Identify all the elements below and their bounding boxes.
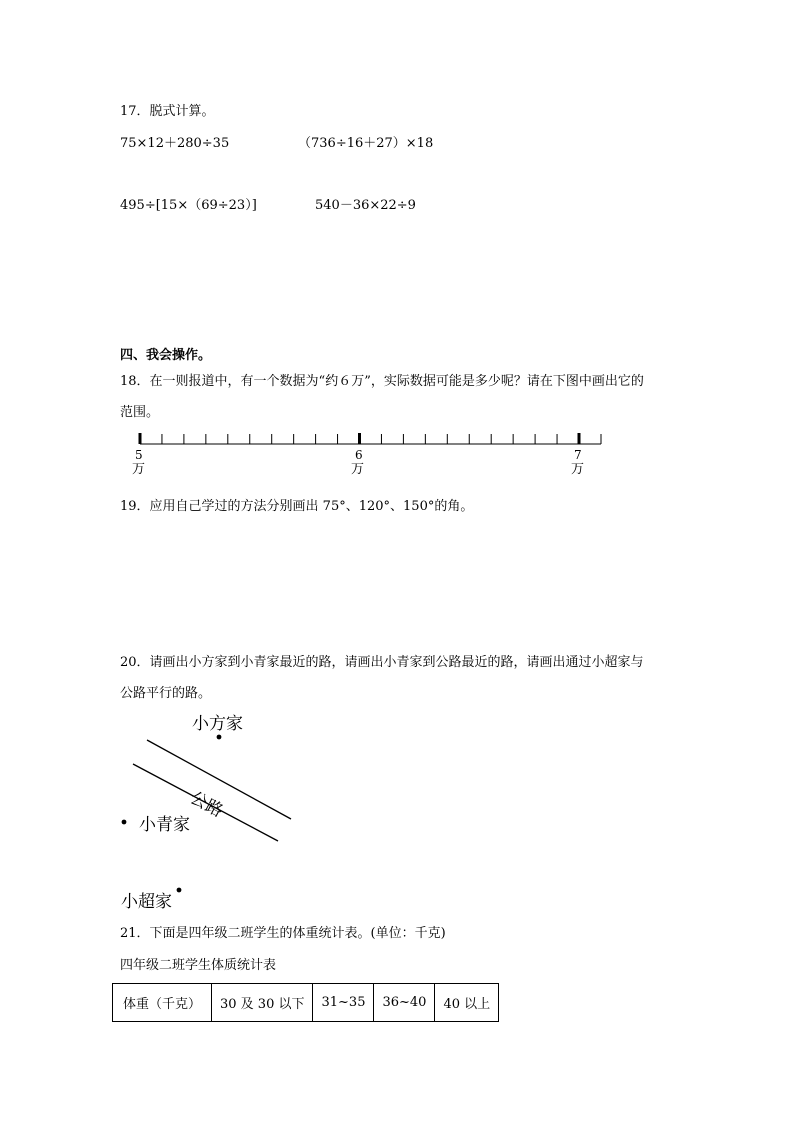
weight-table-title: 四年级二班学生体质统计表	[120, 958, 277, 973]
number-line-label-5: 5	[135, 448, 143, 462]
table-row	[113, 984, 499, 1022]
number-line-label-7: 7	[574, 448, 582, 462]
expression-4: 540－36×22÷9	[315, 198, 416, 213]
number-line-unit-5: 万	[132, 462, 146, 477]
xiaoqing-home-dot	[122, 820, 127, 825]
section-4-title: 四、我会操作。	[120, 348, 212, 363]
weight-table	[112, 983, 499, 1022]
question-20-line-2: 公路平行的路。	[120, 686, 212, 701]
number-line-unit-6: 万	[351, 462, 365, 477]
question-19-text: 19．应用自己学过的方法分别画出 75°、120°、150°的角。	[120, 499, 474, 514]
xiaofang-home-dot	[217, 735, 222, 740]
question-20-line-1: 20．请画出小方家到小青家最近的路，请画出小青家到公路最近的路，请画出通过小超家与	[120, 655, 644, 670]
table-cell: 40 以上	[435, 984, 499, 1022]
road-label: 公路	[186, 788, 227, 822]
question-21-text: 21．下面是四年级二班学生的体重统计表。(单位：千克)	[120, 926, 446, 941]
xiaofang-home-label: 小方家	[192, 714, 243, 734]
question-18-line-2: 范围。	[120, 405, 160, 420]
expression-1: 75×12＋280÷35	[120, 136, 230, 151]
xiaochao-home-label: 小超家	[121, 892, 172, 912]
question-18-line-1: 18．在一则报道中，有一个数据为“约６万”，实际数据可能是多少呢？请在下图中画出它的	[120, 374, 644, 389]
expression-3: 495÷[15×（69÷23）]	[120, 198, 257, 213]
table-cell: 31~35	[313, 984, 374, 1022]
number-line-unit-7: 万	[571, 462, 585, 477]
table-cell: 36~40	[374, 984, 435, 1022]
table-header-cell: 体重（千克）	[113, 984, 212, 1022]
question-17-title: 17．脱式计算。	[120, 104, 215, 119]
xiaochao-home-dot	[177, 888, 182, 893]
xiaoqing-home-label: 小青家	[139, 815, 190, 835]
number-line-label-6: 6	[355, 448, 363, 462]
expression-2: （736÷16＋27）×18	[298, 136, 434, 151]
table-cell: 30 及 30 以下	[212, 984, 313, 1022]
